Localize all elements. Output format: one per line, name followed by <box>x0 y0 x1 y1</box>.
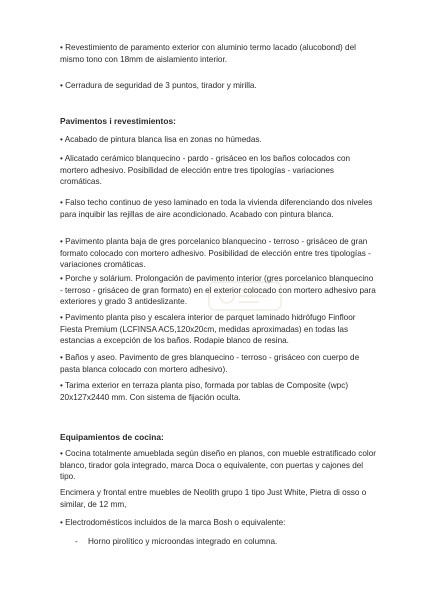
paragraph-banos-aseo: • Baños y aseo. Pavimento de gres blanquecino - terroso - grisáceo con cuerpo de pasta blanca colocado con mortero adhesivo). <box>60 353 360 374</box>
paragraph-cocina: • Cocina totalmente amueblada según diseño en planos, con mueble estratificado color blanco, tirador gola integrado, marca Doca o equivalente, con puertas y cajones del tipo. <box>60 449 377 482</box>
paragraph-cerradura: • Cerradura de seguridad de 3 puntos, tirador y mirilla. <box>60 81 257 90</box>
heading-pavimentos: Pavimentos i revestimientos: <box>60 116 176 126</box>
paragraph-porche-solarium: • Porche y solárium. Prolongación de pavimento interior (gres porcelanico blanquecino - terroso - grisáceo de gran formato) en el exterior colocado con mortero adhesivo para exteriores y grado 3 antideslizante. <box>60 274 376 307</box>
paragraph-falso-techo: • Falso techo continuo de yeso laminado en toda la vivienda diferenciando dos niveles para inquibir las rejillas de aire acondicionado. Acabado con pintura blanca. <box>60 198 373 219</box>
paragraph-pintura: • Acabado de pintura blanca lisa en zonas no húmedas. <box>60 135 262 144</box>
paragraph-pavimento-planta-baja: • Pavimento planta baja de gres porcelanico blanquecino - terroso - grisáceo de gran formato colocado con mortero adhesivo. Posibilidad de elección entre tres tipologías - variaciones cromáticas. <box>60 237 371 270</box>
watermark-logo-icon <box>205 276 285 316</box>
paragraph-electrodomesticos: • Electrodomésticos incluidos de la marca Bosh o equivalente: <box>60 518 286 527</box>
paragraph-tarima-exterior: • Tarima exterior en terraza planta piso, formada por tablas de Composite (wpc) 20x127x2440 mm. Con sistema de fijación oculta. <box>60 381 349 402</box>
list-dash: - <box>75 537 78 546</box>
list-item <box>75 536 277 548</box>
heading-equipamientos: Equipamientos de cocina: <box>60 432 164 442</box>
paragraph-alicatado: • Alicatado cerámico blanquecino - pardo - grisáceo en los baños colocados con mortero adhesivo. Posibilidad de elección entre tres tipologías - variaciones cromáticas. <box>60 154 351 187</box>
paragraph-encimera: Encimera y frontal entre muebles de Neolith grupo 1 tipo Just White, Pietra di osso o similar, de 12 mm, <box>60 488 367 509</box>
paragraph-revestimiento-aluminio: • Revestimiento de paramento exterior con aluminio termo lacado (alucobond) del mismo tono con 18mm de aislamiento interior. <box>60 43 356 64</box>
list-item-text: Horno pirolítico y microondas integrado en columna. <box>88 537 278 546</box>
paragraph-pavimento-planta-piso: • Pavimento planta piso y escalera interior de parquet laminado hidrófugo Finfloor Fiesta Premium (LCFINSA AC5,120x20cm, medidas aproximadas) en todas las estancias a excepción de los baños. Rodapie blanco de resina. <box>60 313 356 346</box>
